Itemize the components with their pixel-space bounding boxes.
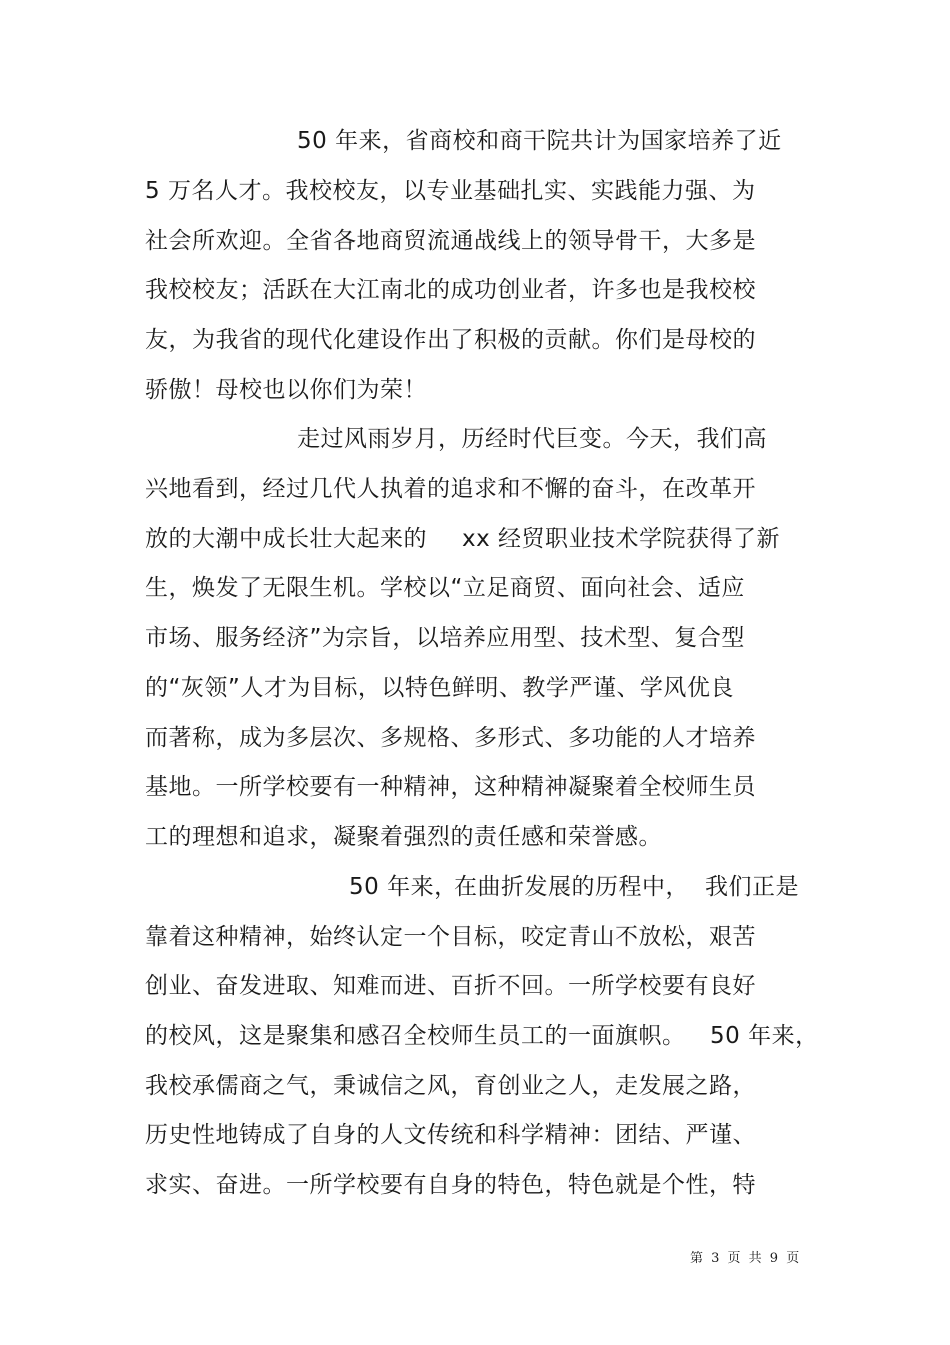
- page-footer: 第 3 页 共 9 页: [690, 1251, 802, 1266]
- paragraph-1-line-4: 我校校友；活跃在大江南北的成功创业者，许多也是我校校: [145, 277, 756, 303]
- paragraph-1-line-1: 50 年来，省商校和商干院共计为国家培养了近: [297, 128, 782, 154]
- paragraph-3-line-1c: 我们正是: [705, 874, 799, 900]
- paragraph-2-line-8: 基地。一所学校要有一种精神，这种精神凝聚着全校师生员: [145, 774, 756, 800]
- paragraph-3-line-3: 创业、奋发进取、知难而进、百折不回。一所学校要有良好: [145, 973, 756, 999]
- paragraph-3-line-1b: 在曲折发展的历程中，: [454, 874, 689, 900]
- paragraph-3-line-7: 求实、奋进。一所学校要有自身的特色，特色就是个性，特: [145, 1172, 756, 1198]
- paragraph-2-line-3a: 放的大潮中成长壮大起来的: [145, 526, 427, 552]
- paragraph-2-line-9: 工的理想和追求，凝聚着强烈的责任感和荣誉感。: [145, 824, 662, 850]
- paragraph-2-line-6: 的“灰领”人才为目标，以特色鲜明、教学严谨、学风优良: [145, 675, 734, 701]
- paragraph-3-line-2: 靠着这种精神，始终认定一个目标，咬定青山不放松，艰苦: [145, 924, 756, 950]
- paragraph-2-line-5: 市场、服务经济”为宗旨，以培养应用型、技术型、复合型: [145, 625, 745, 651]
- paragraph-3-line-6: 历史性地铸成了自身的人文传统和科学精神：团结、严谨、: [145, 1122, 756, 1148]
- paragraph-3-line-5: 我校承儒商之气，秉诚信之风，育创业之人，走发展之路，: [145, 1073, 756, 1099]
- paragraph-1-line-6: 骄傲！母校也以你们为荣！: [145, 377, 427, 403]
- paragraph-3-line-4b: 50 年来，: [710, 1023, 819, 1049]
- paragraph-1-line-3: 社会所欢迎。全省各地商贸流通战线上的领导骨干，大多是: [145, 228, 756, 254]
- paragraph-3-line-4a: 的校风，这是聚集和感召全校师生员工的一面旗帜。: [145, 1023, 686, 1049]
- paragraph-2-line-7: 而著称，成为多层次、多规格、多形式、多功能的人才培养: [145, 725, 756, 751]
- paragraph-2-line-1: 走过风雨岁月，历经时代巨变。今天，我们高: [297, 426, 767, 452]
- paragraph-2-line-3b: xx 经贸职业技术学院获得了新: [462, 526, 781, 552]
- paragraph-1-line-2: 5 万名人才。我校校友，以专业基础扎实、实践能力强、为: [145, 178, 756, 204]
- paragraph-1-line-5: 友，为我省的现代化建设作出了积极的贡献。你们是母校的: [145, 327, 756, 353]
- paragraph-2-line-2: 兴地看到，经过几代人执着的追求和不懈的奋斗，在改革开: [145, 476, 756, 502]
- paragraph-3-line-1a: 50 年来，: [349, 874, 458, 900]
- paragraph-2-line-4: 生，焕发了无限生机。学校以“立足商贸、面向社会、适应: [145, 575, 745, 601]
